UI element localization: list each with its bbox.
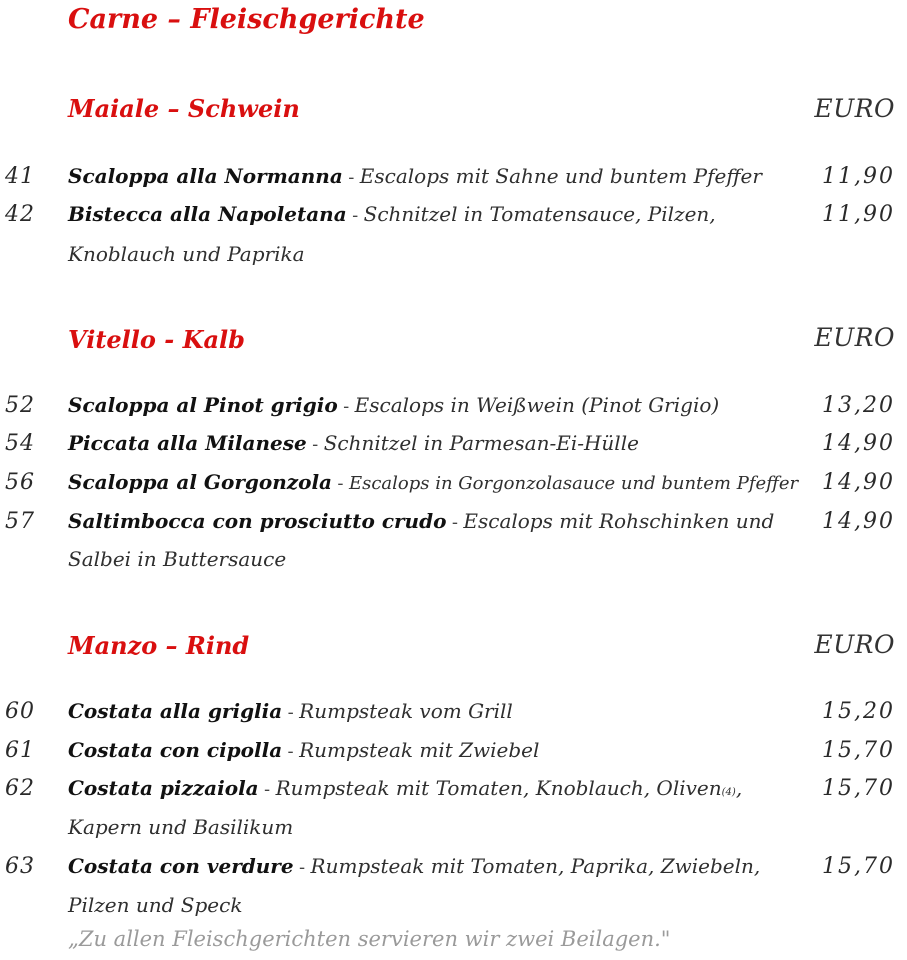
- dish-name: Bistecca alla Napoletana: [68, 202, 347, 226]
- item-number: 63: [5, 854, 35, 879]
- section-title-manzo: Manzo – Rind: [68, 631, 250, 660]
- item-number: 52: [5, 393, 35, 418]
- dish-name: Scaloppa alla Normanna: [68, 164, 343, 188]
- dish-name: Scaloppa al Pinot grigio: [68, 393, 338, 417]
- dash-separator: -: [282, 742, 300, 762]
- dish-description-continued: [68, 547, 286, 571]
- dish-name: Costata con cipolla: [68, 738, 283, 762]
- item-number: 54: [5, 431, 35, 456]
- dish-description-continued: [68, 242, 305, 266]
- item-price: 15,70: [822, 854, 895, 879]
- dash-separator: -: [282, 703, 300, 723]
- dish-description-line2: Kapern und Basilikum: [68, 815, 294, 839]
- dish-name: Costata alla griglia: [68, 699, 283, 723]
- section-title-maiale: Maiale – Schwein: [68, 94, 300, 123]
- item-number: 57: [5, 509, 35, 534]
- dish-description: Escalops mit Sahne und buntem Pfeffer: [359, 164, 762, 188]
- item-price: 11,90: [822, 202, 895, 227]
- dish-description: Escalops in Weißwein (Pinot Grigio): [354, 393, 720, 417]
- dash-separator: -: [337, 397, 355, 417]
- item-number: 56: [5, 470, 35, 495]
- dish-name: Piccata alla Milanese: [68, 431, 307, 455]
- dash-separator: -: [332, 474, 349, 494]
- item-price: 15,70: [822, 738, 895, 763]
- dish-description-line2: Pilzen und Speck: [68, 893, 243, 917]
- dish-description: Rumpsteak mit Tomaten, Paprika, Zwiebeln,: [310, 854, 761, 878]
- menu-title: Carne – Fleischgerichte: [68, 4, 425, 35]
- dish-description: Escalops in Gorgonzolasauce und buntem Pfeffer: [348, 473, 799, 494]
- item-price: 15,20: [822, 699, 895, 724]
- dish-description: Rumpsteak vom Grill: [299, 699, 513, 723]
- dish-name: Scaloppa al Gorgonzola: [68, 470, 333, 494]
- currency-header-vitello: EURO: [814, 323, 895, 352]
- menu-item-41: [68, 164, 762, 188]
- item-price: 14,90: [822, 431, 895, 456]
- dish-description-tail: ,: [735, 776, 743, 800]
- item-price: 14,90: [822, 470, 895, 495]
- item-price: 11,90: [822, 164, 895, 189]
- menu-item-54: [68, 431, 639, 455]
- side-dish-note: „Zu allen Fleischgerichten servieren wir zwei Beilagen.": [68, 927, 671, 951]
- dish-description: Escalops mit Rohschinken und: [463, 509, 775, 533]
- menu-item-57: [68, 509, 774, 533]
- dish-description: Schnitzel in Tomatensauce, Pilzen,: [363, 202, 716, 226]
- item-price: 13,20: [822, 393, 895, 418]
- dish-name: Saltimbocca con prosciutto crudo: [68, 509, 447, 533]
- dish-description-continued: [68, 893, 242, 917]
- dish-name: Costata con verdure: [68, 854, 294, 878]
- dish-description-line2: Salbei in Buttersauce: [68, 547, 287, 571]
- dish-description: Schnitzel in Parmesan-Ei-Hülle: [323, 431, 639, 455]
- dash-separator: -: [258, 780, 276, 800]
- item-number: 62: [5, 776, 35, 801]
- menu-item-42: [68, 202, 716, 226]
- item-number: 60: [5, 699, 35, 724]
- item-number: 61: [5, 738, 35, 763]
- dish-description: Rumpsteak mit Tomaten, Knoblauch, Oliven: [275, 776, 722, 800]
- menu-item-63: [68, 854, 760, 878]
- section-title-vitello: Vitello - Kalb: [68, 325, 245, 354]
- menu-item-60: [68, 699, 513, 723]
- currency-header-manzo: EURO: [814, 630, 895, 659]
- dish-description-continued: [68, 815, 293, 839]
- currency-header-maiale: EURO: [814, 94, 895, 123]
- dash-separator: -: [293, 858, 311, 878]
- dish-description-line2: Knoblauch und Paprika: [68, 242, 305, 266]
- dash-separator: -: [342, 168, 360, 188]
- dash-separator: -: [446, 513, 464, 533]
- menu-item-62: [68, 776, 742, 800]
- allergen-note: (4): [721, 787, 736, 798]
- item-price: 15,70: [822, 776, 895, 801]
- dish-name: Costata pizzaiola: [68, 776, 259, 800]
- item-number: 42: [5, 202, 35, 227]
- dish-description: Rumpsteak mit Zwiebel: [299, 738, 540, 762]
- menu-item-52: [68, 393, 719, 417]
- menu-item-61: [68, 738, 539, 762]
- dash-separator: -: [306, 435, 324, 455]
- item-number: 41: [5, 164, 35, 189]
- menu-item-56: [68, 470, 798, 494]
- dash-separator: -: [346, 206, 364, 226]
- item-price: 14,90: [822, 509, 895, 534]
